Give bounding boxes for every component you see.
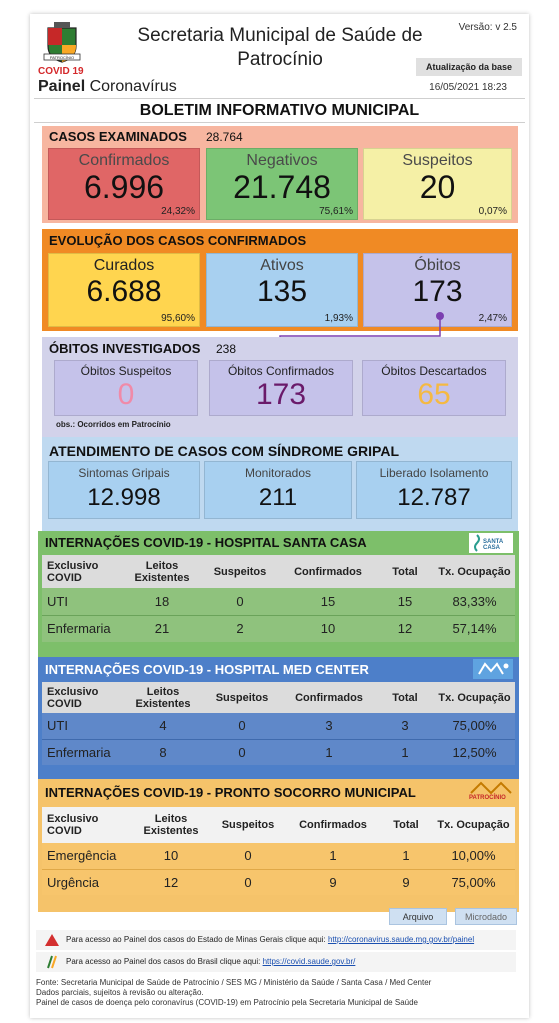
santa-casa-section (38, 531, 519, 661)
column-header: Confirmados (295, 691, 363, 704)
painel-title: Painel Coronavírus (38, 78, 177, 95)
table-cell: 15 (320, 593, 336, 609)
table-cell: 75,00% (451, 874, 496, 890)
sindrome-section-title: ATENDIMENTO DE CASOS COM SÍNDROME GRIPAL (49, 443, 400, 459)
card-label: Curados (93, 257, 155, 274)
card-label: Sintomas Gripais (78, 466, 170, 480)
column-header: Suspeitos (213, 565, 267, 578)
card-label: Monitorados (244, 466, 312, 480)
med-center-section (38, 657, 519, 781)
table-cell: 0 (236, 593, 244, 609)
card-percent: 2,47% (478, 313, 507, 324)
casos-examinados-section (42, 126, 518, 223)
brasil-stripes-icon (45, 955, 59, 969)
table-cell: Enfermaria (47, 621, 111, 637)
column-header: Confirmados (299, 819, 367, 831)
link-row-brasil (36, 952, 516, 972)
card-label: Óbitos Confirmados (227, 364, 335, 378)
update-date: 16/05/2021 18:23 (429, 82, 507, 93)
card-percent: 75,61% (319, 206, 353, 217)
pronto-socorro-title: INTERNAÇÕES COVID-19 - PRONTO SOCORRO MUNICIPAL (45, 785, 416, 800)
column-header: Total (393, 819, 419, 831)
monitorados-card[interactable] (204, 461, 352, 519)
card-value: 65 (417, 378, 451, 411)
table-cell: UTI (47, 718, 68, 734)
card-value: 12.787 (397, 484, 471, 511)
table-header-row (42, 682, 515, 713)
card-value: 6.996 (83, 169, 165, 205)
med-center-title: INTERNAÇÕES COVID-19 - HOSPITAL MED CENTER (45, 662, 369, 677)
table-row (42, 615, 515, 642)
table-cell: Urgência (47, 874, 100, 890)
card-percent: 1,93% (324, 313, 353, 324)
obitos-section-title: ÓBITOS INVESTIGADOS (49, 341, 201, 356)
card-value: 21.748 (233, 169, 331, 205)
table-cell: 1 (329, 848, 337, 864)
table-header-row (42, 555, 515, 588)
table-cell: 57,14% (452, 621, 497, 637)
footer-partial-note: Dados parciais, sujeitos à revisão ou alteração. (36, 988, 204, 997)
svg-text:PATROCÍNIO: PATROCÍNIO (49, 55, 75, 60)
curados-card[interactable] (48, 253, 200, 327)
table-cell: Emergência (47, 848, 117, 864)
obitos-suspeitos-card[interactable] (54, 360, 198, 416)
santa-casa-logo: SANTA CASA (469, 533, 513, 553)
table-row (42, 588, 515, 615)
table-cell: 9 (329, 874, 337, 890)
obitos-total: 238 (216, 342, 237, 356)
column-header: Tx. Ocupação (438, 565, 511, 578)
link-description: Para acesso ao Painel dos casos do Brasil clique aqui: (66, 957, 261, 966)
column-header: Total (392, 565, 418, 578)
table-cell: 12 (397, 621, 413, 637)
column-header: Leitos Existentes (135, 685, 191, 710)
table-cell: 10,00% (451, 848, 496, 864)
card-value: 173 (255, 378, 307, 411)
table-cell: 0 (244, 874, 252, 890)
footer-description: Painel de casos de doença pelo coronavírus (COVID-19) em Patrocínio pela Secretaria Municipal de Saúde (36, 998, 418, 1007)
card-percent: 0,07% (478, 206, 507, 217)
table-cell: 9 (402, 874, 410, 890)
table-row (42, 713, 515, 739)
pronto-socorro-table (42, 807, 515, 895)
confirmados-card[interactable] (48, 148, 200, 220)
column-header: Total (392, 691, 418, 704)
suspeitos-card[interactable] (363, 148, 512, 220)
table-cell: 75,00% (452, 718, 497, 734)
table-header-row (42, 807, 515, 843)
page-title: Secretaria Municipal de Saúde de Patrocínio (137, 25, 423, 70)
version-label: Versão: v 2.5 (458, 22, 517, 33)
table-cell: 0 (238, 744, 246, 760)
column-header: Leitos Existentes (134, 559, 190, 584)
santa-casa-title: INTERNAÇÕES COVID-19 - HOSPITAL SANTA CASA (45, 535, 367, 550)
link-row-minas-gerais (36, 930, 516, 950)
card-label: Suspeitos (402, 152, 473, 169)
obitos-confirmados-card[interactable] (209, 360, 353, 416)
table-cell: 15 (397, 593, 413, 609)
table-cell: 0 (244, 848, 252, 864)
card-label: Liberado Isolamento (379, 466, 489, 480)
update-base-button[interactable]: Atualização da base (416, 58, 522, 76)
card-value: 6.688 (86, 275, 162, 308)
card-value: 0 (117, 378, 135, 411)
card-value: 173 (412, 275, 463, 308)
footer-source: Fonte: Secretaria Municipal de Saúde de Patrocínio / SES MG / Ministério da Saúde / Santa Casa / Med Center (36, 978, 432, 987)
table-cell: 8 (159, 744, 167, 760)
table-row (42, 843, 515, 869)
santa-casa-table (42, 555, 515, 642)
table-cell: 4 (159, 718, 167, 734)
table-cell: 1 (401, 744, 409, 760)
column-header: Exclusivo COVID (47, 559, 99, 584)
column-header: Suspeitos (215, 691, 269, 704)
link-description: Para acesso ao Painel dos casos do Estado de Minas Gerais clique aqui: (66, 935, 326, 944)
evolucao-section-title: EVOLUÇÃO DOS CASOS CONFIRMADOS (49, 233, 307, 248)
table-cell: 3 (401, 718, 409, 734)
column-header: Tx. Ocupação (437, 819, 510, 831)
obitos-descartados-card[interactable] (362, 360, 506, 416)
divider (34, 122, 525, 123)
card-label: Negativos (246, 152, 318, 169)
card-label: Ativos (260, 257, 304, 274)
column-header: Exclusivo COVID (47, 685, 99, 710)
table-row (42, 739, 515, 765)
patrocinio-logo-icon (467, 781, 513, 795)
table-row (42, 869, 515, 895)
card-value: 135 (256, 275, 308, 308)
minas-gerais-triangle-icon (44, 933, 60, 947)
table-cell: UTI (47, 593, 68, 609)
liberado-isolamento-card[interactable] (356, 461, 512, 519)
obitos-note: obs.: Ocorridos em Patrocínio (56, 420, 171, 429)
table-cell: 10 (320, 621, 336, 637)
table-cell: 2 (236, 621, 244, 637)
obitos-investigados-section (42, 337, 518, 437)
card-percent: 95,60% (161, 313, 195, 324)
divider (34, 98, 525, 99)
pronto-socorro-section (38, 779, 519, 912)
minas-gerais-link[interactable]: http://coronavirus.saude.mg.gov.br/painel (327, 935, 475, 944)
column-header: Leitos Existentes (143, 813, 199, 837)
table-cell: 83,33% (452, 593, 497, 609)
microdado-button[interactable]: Microdado (455, 908, 517, 925)
card-percent: 24,32% (161, 206, 195, 217)
column-header: Confirmados (294, 565, 362, 578)
casos-total: 28.764 (206, 130, 243, 144)
card-value: 211 (258, 484, 298, 511)
table-cell: 18 (154, 593, 170, 609)
table-cell: 1 (325, 744, 333, 760)
table-cell: 1 (402, 848, 410, 864)
card-value: 20 (419, 169, 456, 205)
med-center-logo-icon (473, 659, 513, 679)
med-center-table (42, 682, 515, 765)
card-label: Óbitos Descartados (381, 364, 487, 378)
card-label: Confirmados (78, 152, 170, 169)
column-header: Suspeitos (221, 819, 275, 831)
column-header: Exclusivo COVID (47, 813, 99, 837)
sindrome-gripal-section (42, 437, 518, 538)
table-cell: 3 (325, 718, 333, 734)
dashboard-page (30, 14, 529, 1018)
negativos-card[interactable] (206, 148, 358, 220)
column-header: Tx. Ocupação (438, 691, 511, 704)
card-label: Óbitos Suspeitos (80, 364, 172, 378)
coat-of-arms-logo (42, 20, 82, 64)
casos-section-title: CASOS EXAMINADOS (49, 129, 187, 144)
patrocinio-logo: PATROCÍNIO (467, 781, 513, 803)
table-cell: 10 (163, 848, 179, 864)
santa-casa-symbol-icon (471, 534, 483, 552)
table-cell: 12,50% (452, 744, 497, 760)
arquivo-button[interactable]: Arquivo (389, 908, 447, 925)
covid19-label: COVID 19 (38, 66, 84, 77)
bulletin-title: BOLETIM INFORMATIVO MUNICIPAL (139, 102, 420, 119)
table-cell: 12 (163, 874, 179, 890)
table-cell: 21 (154, 621, 170, 637)
card-value: 12.998 (87, 484, 161, 511)
brasil-link[interactable]: https://covid.saude.gov.br/ (262, 957, 356, 966)
table-cell: Enfermaria (47, 744, 111, 760)
card-label: Óbitos (414, 257, 461, 274)
sintomas-gripais-card[interactable] (48, 461, 200, 519)
table-cell: 0 (238, 718, 246, 734)
